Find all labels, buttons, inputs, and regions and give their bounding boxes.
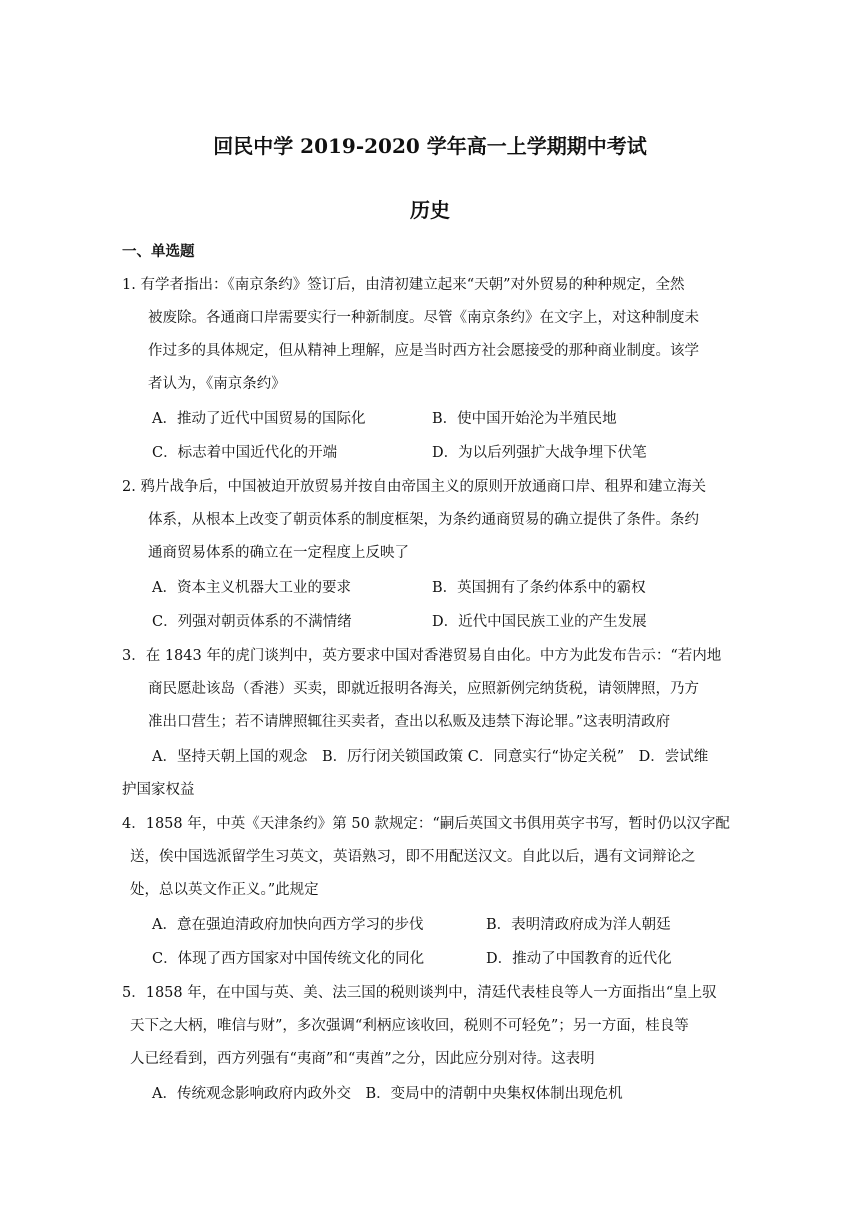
question-4-option-c: C．体现了西方国家对中国传统文化的同化	[152, 951, 425, 967]
question-1-option-c: C．标志着中国近代化的开端	[152, 445, 338, 461]
question-1-option-a: A．推动了近代中国贸易的国际化	[152, 411, 366, 427]
question-1-line-4: 者认为，《南京条约》	[148, 376, 286, 392]
question-3-line-3: 准出口营生；若不请牌照辄往买卖者，查出以私贩及违禁下海论罪。”这表明清政府	[148, 714, 671, 730]
question-1-option-d: D．为以后列强扩大战争埋下伏笔	[432, 445, 647, 461]
question-5-line-1: 5．1858 年，在中国与英、美、法三国的税则谈判中，清廷代表桂良等人一方面指出“皇上驭	[122, 985, 717, 1001]
question-1-line-3: 作过多的具体规定，但从精神上理解，应是当时西方社会愿接受的那种商业制度。该学	[148, 343, 699, 359]
question-3-options: A．坚持天朝上国的观念 B．厉行闭关锁国政策 C．同意实行“协定关税” D．尝试维	[152, 749, 709, 765]
question-1-line-1: 1. 有学者指出：《南京条约》签订后，由清初建立起来“天朝”对外贸易的种种规定，全然	[122, 277, 685, 293]
question-2-line-3: 通商贸易体系的确立在一定程度上反映了	[148, 545, 409, 561]
question-2-option-d: D．近代中国民族工业的产生发展	[432, 614, 647, 630]
question-4-option-b: B．表明清政府成为洋人朝廷	[486, 917, 671, 933]
question-4-option-d: D．推动了中国教育的近代化	[486, 951, 672, 967]
question-4-line-3: 处，总以英文作正义。”此规定	[130, 882, 319, 898]
question-5-line-2: 天下之大柄，唯信与财”，多次强调“利柄应该收回，税则不可轻免”；另一方面，桂良等	[130, 1018, 689, 1034]
question-2-option-b: B．英国拥有了条约体系中的霸权	[432, 580, 646, 596]
question-2-line-2: 体系，从根本上改变了朝贡体系的制度框架，为条约通商贸易的确立提供了条件。条约	[148, 512, 699, 528]
question-2-option-a: A．资本主义机器大工业的要求	[152, 580, 351, 596]
section-heading: 一、单选题	[122, 243, 195, 260]
question-3-line-1: 3．在 1843 年的虎门谈判中，英方要求中国对香港贸易自由化。中方为此发布告示：“若内地	[122, 648, 722, 664]
subject-title: 历史	[410, 198, 450, 222]
question-4-option-a: A．意在强迫清政府加快向西方学习的步伐	[152, 917, 424, 933]
question-2-line-1: 2. 鸦片战争后，中国被迫开放贸易并按自由帝国主义的原则开放通商口岸、租界和建立海关	[122, 479, 706, 495]
question-1-line-2: 被废除。各通商口岸需要实行一种新制度。尽管《南京条约》在文字上，对这种制度未	[148, 310, 699, 326]
question-4-line-1: 4．1858 年，中英《天津条约》第 50 款规定：“嗣后英国文书俱用英字书写，暂时仍以汉字配	[122, 816, 730, 832]
question-4-line-2: 送，俟中国选派留学生习英文，英语熟习，即不用配送汉文。自此以后，遇有文词辩论之	[130, 849, 696, 865]
exam-title: 回民中学 2019-2020 学年高一上学期期中考试	[213, 134, 647, 158]
question-3-continuation: 护国家权益	[122, 782, 195, 798]
question-5-line-3: 人已经看到，西方列强有“夷商”和“夷酋”之分，因此应分别对待。这表明	[130, 1051, 595, 1067]
question-1-option-b: B．使中国开始沦为半殖民地	[432, 411, 617, 427]
question-5-options: A．传统观念影响政府内政外交 B．变局中的清朝中央集权体制出现危机	[152, 1086, 623, 1102]
question-3-line-2: 商民愿赴该岛（香港）买卖，即就近报明各海关，应照新例完纳货税，请领牌照，乃方	[148, 681, 699, 697]
question-2-option-c: C．列强对朝贡体系的不满情绪	[152, 614, 352, 630]
